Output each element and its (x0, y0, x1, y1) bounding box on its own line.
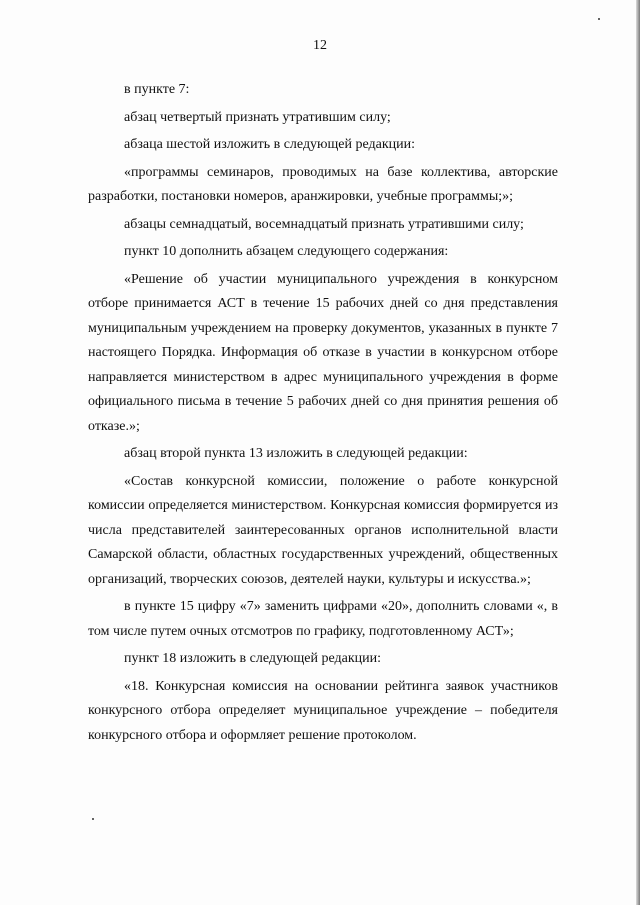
scan-speck-top-right (598, 18, 600, 20)
paragraph-3: абзаца шестой изложить в следующей редакции: (124, 137, 416, 152)
paragraph-1: в пункте 7: (124, 82, 190, 97)
paragraph-7: «Решение об участии муниципального учреждения в конкурсном отборе принимается АСТ в течение 15 рабочих дней со дня представления муниципальным учреждением на проверку документов, указанных в пункте 7 настоящего Порядка. Информация об отказе в участии в конкурсном отборе направляется министерством в адрес муниципального учреждения в форме официального письма в течение 5 рабочих дней со дня принятия решения об отказе.»; (88, 271, 558, 434)
paragraph-4: «программы семинаров, проводимых на базе коллектива, авторские разработки, постановки номеров, аранжировки, учебные программы;»; (88, 164, 558, 204)
paragraph-6: пункт 10 дополнить абзацем следующего содержания: (124, 244, 449, 259)
paragraph-8: абзац второй пункта 13 изложить в следующей редакции: (124, 446, 468, 461)
scan-edge-shadow (636, 0, 640, 905)
paragraph-11: пункт 18 изложить в следующей редакции: (124, 651, 381, 666)
paragraph-2: абзац четвертый признать утратившим силу; (124, 109, 391, 125)
paragraph-5: абзацы семнадцатый, восемнадцатый признать утратившими силу; (124, 216, 524, 232)
paragraph-9: «Состав конкурсной комиссии, положение о работе конкурсной комиссии определяется министерством. Конкурсная комиссия формируется из числа представителей заинтересованных органов исполнительной власти Самарской области, областных государственных учреждений, общественных организаций, творческих союзов, деятелей науки, культуры и искусства.»; (88, 473, 558, 587)
paragraph-10: в пункте 15 цифру «7» заменить цифрами «20», дополнить словами «, в том числе путем очных отсмотров по графику, подготовленному АСТ»; (88, 599, 558, 639)
document-body (88, 78, 558, 751)
paragraph-12: «18. Конкурсная комиссия на основании рейтинга заявок участников конкурсного отбора определяет муниципальное учреждение – победителя конкурсного отбора и оформляет решение протоколом. (88, 678, 558, 743)
scan-speck-left (92, 818, 94, 820)
page-number: 12 (313, 38, 327, 53)
